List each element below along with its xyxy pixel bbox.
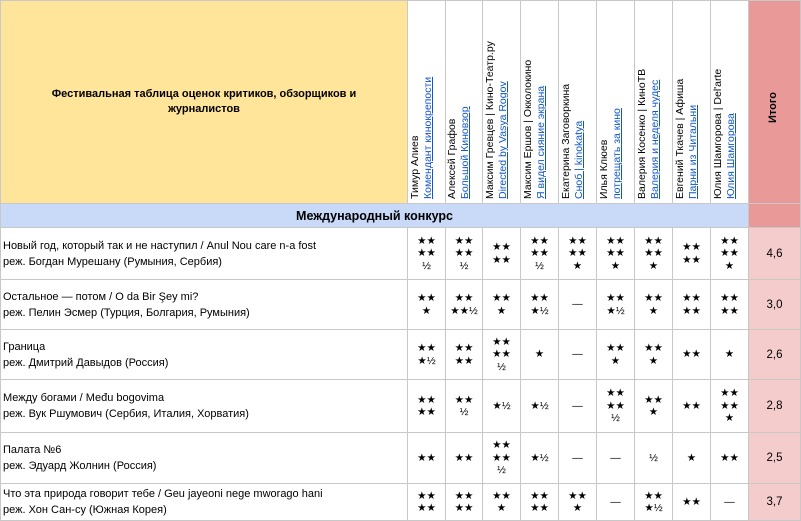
film-title: Новый год, который так и не наступил / Anul Nou care n-a fost	[3, 239, 317, 252]
critic-name: Максим Гревцев | Кино-Театр.ру	[483, 41, 496, 199]
rating-cell: ★★ ★★	[446, 330, 483, 380]
table-row[interactable]	[1, 380, 801, 433]
rating-cell: ★★ ½	[446, 380, 483, 433]
film-director: реж. Дмитрий Давыдов (Россия)	[3, 356, 169, 369]
rating-cell: ★★ ★★	[483, 228, 521, 280]
film-cell	[1, 330, 408, 380]
film-title: Остальное — потом / O da Bir Şey mi?	[3, 290, 199, 303]
rating-cell: ★★ ★	[635, 330, 673, 380]
critic-link[interactable]: Парни из Читальни	[686, 104, 699, 199]
table-row[interactable]	[1, 433, 801, 484]
rating-cell: ★½	[483, 380, 521, 433]
rating-cell: ★★ ★★ ★	[597, 228, 635, 280]
film-director: реж. Эдуард Жолнин (Россия)	[3, 460, 157, 472]
film-cell	[1, 280, 408, 330]
rating-cell: ★★ ★½	[597, 280, 635, 330]
rating-cell: ★★ ★★	[673, 228, 711, 280]
rating-cell: ★	[521, 330, 559, 380]
critic-name: Юлия Шамгорова | Del'arte	[711, 68, 724, 199]
rating-cell: ★★ ★★½	[446, 280, 483, 330]
rating-cell: ★★ ★	[635, 280, 673, 330]
critic-name: Тимур Алиев	[408, 135, 421, 199]
critic-link[interactable]: потрещать за кино	[610, 108, 623, 199]
critic-header-5[interactable]	[559, 1, 597, 204]
rating-cell: ★★	[408, 433, 446, 484]
rating-cell: —	[559, 380, 597, 433]
critic-name: Евгений Ткачев | Афиша	[673, 78, 686, 199]
film-title: Между богами / Među bogovima	[3, 392, 165, 404]
total-score: 2,5	[749, 433, 801, 484]
rating-cell: ★★ ★½	[521, 280, 559, 330]
total-score: 3,7	[749, 484, 801, 521]
section-total-cell	[749, 204, 801, 228]
critic-header-6[interactable]	[597, 1, 635, 204]
rating-cell: ★★ ★★	[408, 484, 446, 521]
rating-cell: ★★	[673, 330, 711, 380]
rating-cell: ★★ ★	[559, 484, 597, 521]
rating-cell: ½	[635, 433, 673, 484]
table-title: Фестивальная таблица оценок критиков, обзорщиков и журналистов	[1, 1, 408, 204]
total-label: Итого	[766, 91, 779, 123]
critic-header-3[interactable]	[483, 1, 521, 204]
rating-cell: ★★ ★★	[408, 380, 446, 433]
film-director: реж. Хон Сан-су (Южная Корея)	[3, 504, 167, 516]
critic-link[interactable]: Большой Киновзор	[459, 106, 471, 199]
rating-cell: ★★	[711, 433, 749, 484]
critic-link[interactable]: Directed by Vasya Rogov	[496, 81, 509, 199]
critic-link[interactable]: Сноб | kinokatya	[572, 120, 585, 199]
rating-cell: ★★ ★★	[673, 280, 711, 330]
film-cell	[1, 484, 408, 521]
rating-cell: ★★ ★★	[711, 280, 749, 330]
rating-cell: ★★ ★★ ★	[635, 228, 673, 280]
rating-cell: ★★	[673, 484, 711, 521]
critic-header-1[interactable]	[408, 1, 446, 204]
critic-name: Максим Ершов | Окколокино	[521, 59, 534, 199]
rating-cell: ★★ ★★	[446, 484, 483, 521]
critic-header-2[interactable]	[446, 1, 483, 204]
section-row	[1, 204, 801, 228]
rating-cell: —	[597, 433, 635, 484]
critic-header-7[interactable]	[635, 1, 673, 204]
rating-cell: ★★ ★	[408, 280, 446, 330]
film-director: реж. Вук Ршумович (Сербия, Италия, Хорватия)	[3, 408, 249, 420]
film-title: Палата №6	[3, 444, 62, 456]
rating-cell: ★★ ★★ ½	[483, 433, 521, 484]
rating-cell: ★★ ★★ ½	[408, 228, 446, 280]
critic-name: Валерия Косенко | КиноТВ	[635, 68, 648, 199]
total-score: 4,6	[749, 228, 801, 280]
critic-link[interactable]: Я видел сияние экрана	[534, 85, 547, 199]
film-title: Граница	[3, 340, 46, 353]
rating-cell: ★★	[446, 433, 483, 484]
table-row[interactable]	[1, 484, 801, 521]
rating-cell: —	[559, 433, 597, 484]
rating-cell: ★★ ★★ ½	[446, 228, 483, 280]
film-cell	[1, 228, 408, 280]
rating-cell: ★★ ★	[483, 484, 521, 521]
rating-cell: ★	[711, 330, 749, 380]
critic-name: Илья Клюев	[597, 139, 610, 199]
critic-name: Екатерина Заговоркина	[559, 83, 572, 199]
rating-cell: —	[711, 484, 749, 521]
rating-cell: ★★ ★½	[408, 330, 446, 380]
header-row	[1, 1, 801, 204]
rating-cell: ★★ ★	[597, 330, 635, 380]
critic-header-4[interactable]	[521, 1, 559, 204]
rating-cell: —	[597, 484, 635, 521]
section-title: Международный конкурс	[1, 204, 749, 228]
rating-cell: ★★	[673, 380, 711, 433]
total-score: 2,6	[749, 330, 801, 380]
critic-link[interactable]: Комендант кинокрепости	[421, 76, 434, 199]
critic-name: Алексей Графов	[446, 118, 458, 199]
rating-cell: ★★ ★★ ★	[559, 228, 597, 280]
critic-link[interactable]: Юлия Шамгорова	[724, 113, 737, 199]
total-header	[749, 1, 801, 204]
table-row[interactable]	[1, 228, 801, 280]
rating-cell: ★★ ★★ ★	[711, 380, 749, 433]
film-cell	[1, 380, 408, 433]
rating-cell: ★★ ★★ ½	[521, 228, 559, 280]
critic-link[interactable]: Валерия и неделя чудес	[648, 79, 661, 199]
total-score: 3,0	[749, 280, 801, 330]
film-title: Что эта природа говорит тебе / Geu jayeoni nege mworago hani	[3, 488, 323, 500]
critic-header-9[interactable]	[711, 1, 749, 204]
table-row[interactable]	[1, 330, 801, 380]
critic-header-8[interactable]	[673, 1, 711, 204]
rating-cell: ★★ ★	[483, 280, 521, 330]
rating-cell: ★★ ★★ ½	[597, 380, 635, 433]
rating-cell: ★★ ★½	[635, 484, 673, 521]
film-rows	[1, 228, 801, 521]
rating-cell: ★★ ★★ ★	[711, 228, 749, 280]
film-director: реж. Пелин Эсмер (Турция, Болгария, Румыния)	[3, 306, 250, 319]
table-row[interactable]	[1, 280, 801, 330]
rating-cell: ★½	[521, 380, 559, 433]
total-score: 2,8	[749, 380, 801, 433]
rating-cell: —	[559, 330, 597, 380]
rating-cell: ★★ ★★ ½	[483, 330, 521, 380]
rating-cell: ★½	[521, 433, 559, 484]
film-cell	[1, 433, 408, 484]
rating-cell: ★★ ★★	[521, 484, 559, 521]
rating-cell: ★	[673, 433, 711, 484]
rating-cell: —	[559, 280, 597, 330]
rating-cell: ★★ ★	[635, 380, 673, 433]
film-director: реж. Богдан Мурешану (Румыния, Сербия)	[3, 255, 222, 268]
